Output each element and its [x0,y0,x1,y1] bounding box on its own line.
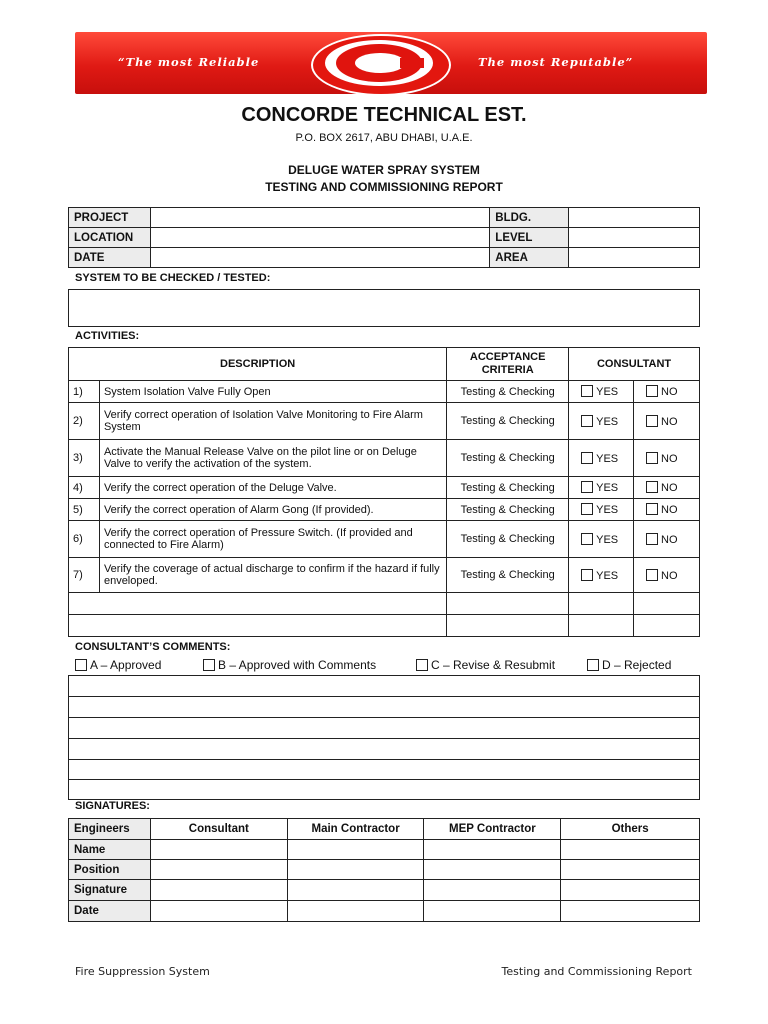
yes-label: YES [596,386,619,398]
sig-cell[interactable] [424,860,561,880]
row-number: 2) [69,403,100,440]
row-criteria: Testing & Checking [447,403,569,440]
no-label: NO [661,533,678,546]
sig-cell[interactable] [150,880,287,901]
comment-line[interactable] [69,780,700,800]
project-info-table [68,207,700,268]
bldg-field[interactable] [569,208,700,228]
row-criteria: Testing & Checking [447,477,569,499]
no-label: NO [661,504,678,516]
no-option[interactable] [634,403,700,440]
sig-cell[interactable] [424,901,561,922]
empty-no-cell[interactable] [634,615,700,637]
company-address: P.O. BOX 2617, ABU DHABI, U.A.E. [295,132,473,144]
yes-checkbox[interactable] [581,533,593,545]
table-row [69,403,700,440]
sig-cell[interactable] [287,901,424,922]
no-option[interactable] [634,499,700,521]
no-option[interactable] [634,558,700,593]
empty-yes-cell[interactable] [569,593,634,615]
system-field[interactable] [68,289,700,327]
company-name: CONCORDE TECHNICAL EST. [241,104,527,126]
no-option[interactable] [634,521,700,558]
row-number: 7) [69,558,100,593]
logo-c-counter [355,53,405,73]
comment-line[interactable] [69,739,700,760]
footer-right: Testing and Commissioning Report [501,965,692,978]
row-number: 6) [69,521,100,558]
no-label: NO [661,482,678,494]
bldg-label: BLDG. [490,208,569,228]
empty-row [69,615,700,637]
yes-option[interactable] [569,440,634,477]
level-label: LEVEL [490,228,569,248]
sig-cell[interactable] [287,880,424,901]
activities-label: ACTIVITIES: [75,330,140,342]
yes-label: YES [596,569,619,582]
left-tagline: “The most Reliable [118,55,260,69]
no-checkbox[interactable] [646,415,658,427]
date-label: DATE [69,248,151,268]
col-others: Others [561,819,700,840]
yes-label: YES [596,452,619,465]
right-tagline: The most Reputable” [478,55,634,69]
comments-label: CONSULTANT’S COMMENTS: [75,641,231,653]
rejected-checkbox[interactable] [587,659,599,671]
no-checkbox[interactable] [646,503,658,515]
comment-line[interactable] [69,760,700,780]
no-checkbox[interactable] [646,569,658,581]
empty-criteria-cell[interactable] [447,615,569,637]
yes-checkbox[interactable] [581,503,593,515]
yes-option[interactable] [569,499,634,521]
comments-box [68,675,700,800]
no-option[interactable] [634,440,700,477]
sig-cell[interactable] [424,840,561,860]
row-criteria: Testing & Checking [447,381,569,403]
empty-criteria-cell[interactable] [447,593,569,615]
no-checkbox[interactable] [646,452,658,464]
date-field[interactable] [150,248,489,268]
row-number: 4) [69,477,100,499]
col-consultant: CONSULTANT [569,348,700,381]
yes-option[interactable] [569,477,634,499]
row-description: System Isolation Valve Fully Open [99,381,446,403]
area-field[interactable] [569,248,700,268]
row-description: Verify the correct operation of Pressure Switch. (If provided and connected to Fire Alarm) [99,521,446,558]
empty-no-cell[interactable] [634,593,700,615]
yes-label: YES [596,482,619,494]
row-criteria: Testing & Checking [447,499,569,521]
row-number: 3) [69,440,100,477]
activities-table [68,347,700,637]
signatures-label: SIGNATURES: [75,800,150,812]
approved-label: A – Approved [90,658,162,672]
option-rejected[interactable] [587,658,671,672]
row-description: Verify the correct operation of Alarm Gong (If provided). [99,499,446,521]
no-checkbox[interactable] [646,533,658,545]
row-position-label: Position [69,860,151,880]
sig-cell[interactable] [287,840,424,860]
approved-with-comments-label: B – Approved with Comments [218,658,377,672]
approved-checkbox[interactable] [75,659,87,671]
row-criteria: Testing & Checking [447,558,569,593]
table-row [69,440,700,477]
revise-resubmit-label: C – Revise & Resubmit [431,658,556,672]
col-main-contractor: Main Contractor [287,819,424,840]
sig-cell[interactable] [150,901,287,922]
row-description: Verify correct operation of Isolation Valve Monitoring to Fire Alarm System [99,403,446,440]
empty-row [69,593,700,615]
comment-line[interactable] [69,697,700,718]
no-label: NO [661,415,678,428]
row-criteria: Testing & Checking [447,521,569,558]
rejected-label: D – Rejected [602,658,672,672]
no-label: NO [661,569,678,582]
yes-checkbox[interactable] [581,415,593,427]
footer-left: Fire Suppression System [75,965,210,978]
col-engineers: Engineers [69,819,151,840]
logo-c-opening [400,58,424,68]
yes-option[interactable] [569,521,634,558]
no-option[interactable] [634,477,700,499]
no-label: NO [661,386,678,398]
no-checkbox[interactable] [646,481,658,493]
sig-cell[interactable] [561,840,700,860]
empty-description-cell[interactable] [69,593,447,615]
col-consultant-sig: Consultant [150,819,287,840]
empty-description-cell[interactable] [69,615,447,637]
col-description: DESCRIPTION [69,348,447,381]
revise-resubmit-checkbox[interactable] [416,659,428,671]
location-field[interactable] [150,228,489,248]
approved-with-comments-checkbox[interactable] [203,659,215,671]
sig-cell[interactable] [561,880,700,901]
no-option[interactable] [634,381,700,403]
col-mep-contractor: MEP Contractor [424,819,561,840]
project-field[interactable] [150,208,489,228]
sig-cell[interactable] [150,860,287,880]
signatures-table [68,818,700,922]
yes-checkbox[interactable] [581,452,593,464]
system-label: SYSTEM TO BE CHECKED / TESTED: [75,272,271,284]
table-row [69,381,700,403]
row-number: 1) [69,381,100,403]
yes-checkbox[interactable] [581,569,593,581]
row-description: Verify the coverage of actual discharge to confirm if the hazard if fully enveloped. [99,558,446,593]
project-label: PROJECT [69,208,151,228]
option-revise-resubmit[interactable] [416,658,555,672]
sig-cell[interactable] [561,901,700,922]
table-row [69,521,700,558]
yes-checkbox[interactable] [581,481,593,493]
yes-option[interactable] [569,381,634,403]
row-criteria: Testing & Checking [447,440,569,477]
row-name-label: Name [69,840,151,860]
report-title-line1: DELUGE WATER SPRAY SYSTEM [288,163,480,177]
option-approved-with-comments[interactable] [203,658,376,672]
row-signature-label: Signature [69,880,151,901]
yes-label: YES [596,504,619,516]
table-row [69,558,700,593]
sig-cell[interactable] [150,840,287,860]
row-date-label: Date [69,901,151,922]
row-description: Activate the Manual Release Valve on the pilot line or on Deluge Valve to verify the activation of the system. [99,440,446,477]
yes-option[interactable] [569,558,634,593]
area-label: AREA [490,248,569,268]
level-field[interactable] [569,228,700,248]
comment-line[interactable] [69,676,700,697]
yes-option[interactable] [569,403,634,440]
row-description: Verify the correct operation of the Deluge Valve. [99,477,446,499]
sig-cell[interactable] [424,880,561,901]
no-label: NO [661,452,678,465]
yes-checkbox[interactable] [581,385,593,397]
option-approved[interactable] [75,658,161,672]
sig-cell[interactable] [561,860,700,880]
yes-label: YES [596,415,619,428]
comment-line[interactable] [69,718,700,739]
yes-label: YES [596,533,619,546]
table-row [69,499,700,521]
table-row [69,477,700,499]
sig-cell[interactable] [287,860,424,880]
empty-yes-cell[interactable] [569,615,634,637]
col-acceptance-criteria: ACCEPTANCE CRITERIA [447,348,569,381]
report-title-line2: TESTING AND COMMISSIONING REPORT [265,180,503,194]
location-label: LOCATION [69,228,151,248]
no-checkbox[interactable] [646,385,658,397]
row-number: 5) [69,499,100,521]
